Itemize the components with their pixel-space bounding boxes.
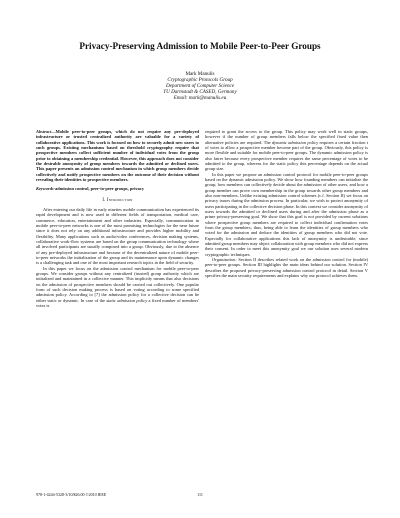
author-group: Cryptographic Protocols Group <box>167 77 233 84</box>
right-paragraph-2: In this paper we propose an admission control protocol for mobile peer-to-peer groups based on the dynamic admission policy. We show how founding members can initialize the group, how members can collectively decide about the admission of other users, and how a group member can prove own membership in the group towards other group members and also non-members. Unlike existing admission control schemes (c.f. Section II) we focus on privacy issues during the admission process. In particular, we wish to protect anonymity of users participating in the collective decision phase. In this context we consider anonymity of users towards the admitted or declined users during and after the admission phase as a prime privacy-preserving goal. We show that this goal is not provided by current solutions where prospective group members are required to collect individual confirmation votes from the group members; thus, being able to learn the identities of group members who voted for the admission and deduce the identities of group members who did not vote. Especially for collaborative applications this lack of anonymity is undesirable, since admitted group members may object collaboration with group members who did not express their consent. In order to meet this anonymity goal we our solution uses several modern cryptographic techniques. <box>205 171 368 257</box>
organization-label: Organization: <box>212 256 237 262</box>
right-paragraph-3 <box>205 257 368 278</box>
left-column <box>36 129 199 308</box>
section-heading-introduction: I. Introduction <box>102 197 133 203</box>
keywords-text: -admission control, peer-to-peer groups, privacy <box>53 186 145 192</box>
page-number: 111 <box>197 492 203 497</box>
right-paragraph-1 <box>205 129 368 172</box>
keywords <box>36 186 199 191</box>
author-email: Email: mark@manulis.eu <box>173 95 227 102</box>
intro-paragraph-1: After entering our daily life in early nineties mobile communication has experienced its rapid development and is now used in different fields of transportation, medical care, commerce, education, entertainment and other industries. Especially, communication in mobile peer-to-peer networks is one of the most promising technologies for the near future since it does not rely on any additional infrastructure and provides higher mobility and flexibility. Many applications such as audio/video conferences, decision making systems, collaborative work-flow systems are based on the group communication technology where all involved participants are usually composed into a group. Obviously, due to the absence of any pre-deployed infrastructure and because of the decentralized nature of mobile peer-to-peer networks the initialization of the group and its maintenance upon dynamic changes is a challenging task and one of the most important research topics in the field of security. <box>36 206 199 266</box>
paper-title: Privacy-Preserving Admission to Mobile Peer-to-Peer Groups <box>79 41 321 51</box>
author-university: TU Darmstadt & CASED, Germany <box>163 89 237 96</box>
right-paragraph-1-head: required to grant the access to the group. This policy may work well in static groups, however if the number of group members falls below the specified fixed value then alternative policies are required. The <box>205 129 368 145</box>
right-paragraph-1-tail: requires a certain fraction t of votes to allow a prospective member become part of the group. Obviously, this policy is more flexible and suitable for mobile peer-to-peer groups. The dynamic admission policy is also fairer because every prospective member requires the same percentage of votes to be admitted to the group, whereas for the static policy this percentage depends on the actual group size. <box>205 139 368 172</box>
author-department: Department of Computer Science <box>165 83 235 90</box>
dynamic-policy-term: dynamic admission policy <box>271 139 319 145</box>
abstract-label: Abstract <box>36 129 52 134</box>
author-block <box>0 71 400 101</box>
intro-paragraph-2-body: In this paper we focus on the admission control mechanism for mobile peer-to-peer groups. We consider groups without any centralized (trusted) group authority which are initialized and maintained in a collective manner. This implicitly means that also decisions on the admission of prospective members should be carried out collectively. One popular form of such decision making process is based on voting according to some specified admission policy. According to [7] the admission policy for a collective decision can be either static or dynamic. In case of the <box>36 265 199 303</box>
author-name: Mark Manulis <box>185 71 215 77</box>
abstract <box>36 129 199 182</box>
intro-paragraph-2 <box>36 266 199 309</box>
intro-paragraph-2-tail: a fixed number of members' votes is <box>36 297 199 308</box>
keywords-label: Keywords <box>36 186 54 192</box>
right-column <box>205 129 368 278</box>
organization-text: Section II describes related work on the admission control for (mobile) peer-to-peer groups. Section III highlights the main ideas behind our solution. Section IV describes the proposed privacy-preserving admission control protocol in detail. Section V specifies the main security requirements and explains why our protocol achieves them. <box>205 256 368 278</box>
abstract-text: —Mobile peer-to-peer groups, which do not require any pre-deployed infrastructure or trusted centralized authority are valuable for a variety of collaborative applications. This work is focused on how to securely admit new users to such groups. Existing mechanisms based on threshold cryptography require that prospective members collect sufficient number of individual votes from the group prior to obtaining a membership credential. However, this approach does not consider the desirable anonymity of group members towards the admitted or declined users. This paper presents an admission control mechanism in which group members decide collectively and notify prospective members on the outcome of their decision without revealing their identities to prospective members. <box>36 129 199 182</box>
static-policy-term: static admission policy <box>106 297 148 303</box>
copyright-notice: 978-1-4244-5328-3/10/$26.00 ©2010 IEEE <box>36 492 107 497</box>
